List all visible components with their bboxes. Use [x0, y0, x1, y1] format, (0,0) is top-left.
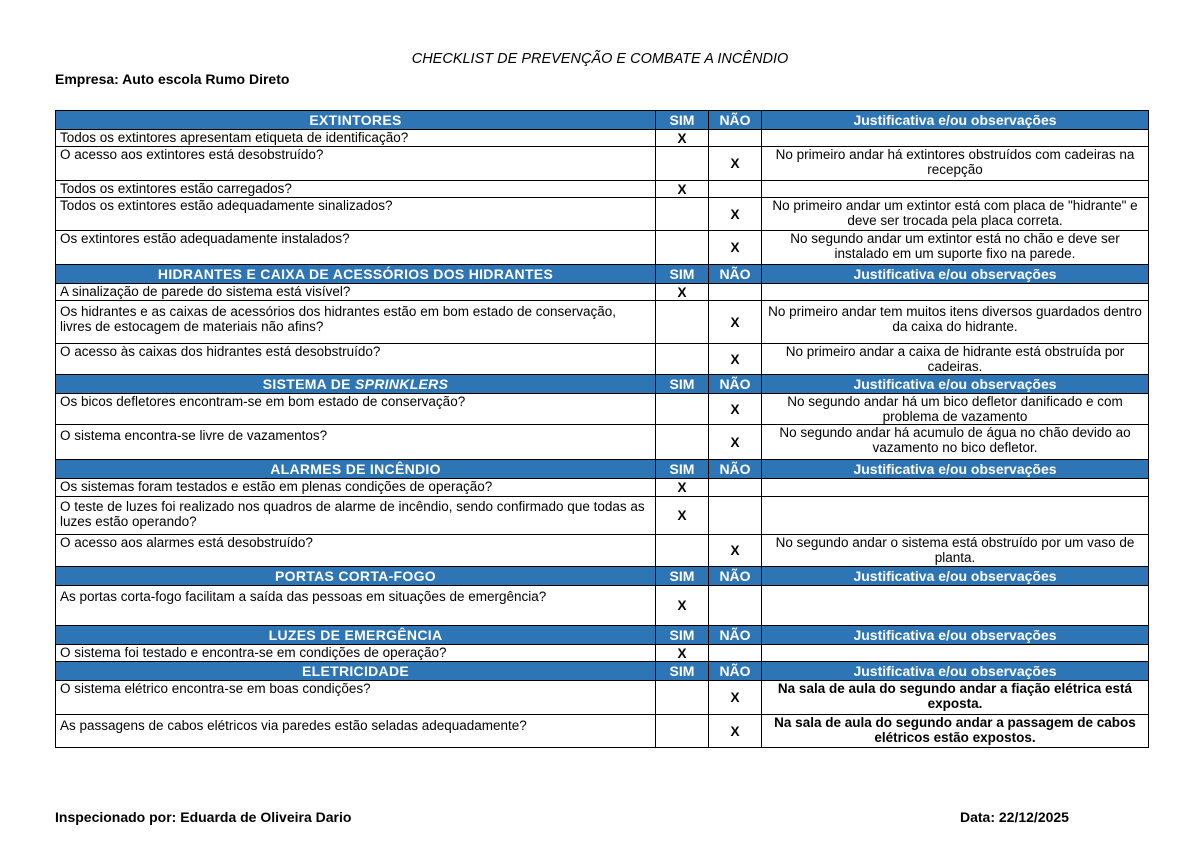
col-nao-header: NÃO: [709, 626, 762, 645]
sim-mark: [656, 535, 709, 567]
question: O teste de luzes foi realizado nos quadros de alarme de incêndio, sendo confirmado que todas as luzes estão operando?: [56, 497, 656, 535]
section-header-luzes: [56, 626, 1149, 645]
observation: No primeiro andar tem muitos itens diversos guardados dentro da caixa do hidrante.: [762, 301, 1149, 344]
nao-mark: X: [709, 681, 762, 715]
section-title: EXTINTORES: [56, 111, 656, 130]
question: Todos os extintores estão carregados?: [56, 181, 656, 198]
observation: [762, 497, 1149, 535]
question: O sistema encontra-se livre de vazamentos?: [56, 425, 656, 460]
col-obs-header: Justificativa e/ou observações: [762, 662, 1149, 681]
table-row: [56, 425, 1149, 460]
table-row: [56, 586, 1149, 626]
col-nao-header: NÃO: [709, 375, 762, 394]
nao-mark: X: [709, 425, 762, 460]
section-title: PORTAS CORTA-FOGO: [56, 567, 656, 586]
observation: No segundo andar um extintor está no chão e deve ser instalado em um suporte fixo na parede.: [762, 231, 1149, 265]
col-obs-header: Justificativa e/ou observações: [762, 375, 1149, 394]
col-sim-header: SIM: [656, 626, 709, 645]
question: O acesso às caixas dos hidrantes está desobstruído?: [56, 344, 656, 375]
table-row: [56, 645, 1149, 662]
observation: [762, 479, 1149, 497]
sim-mark: [656, 344, 709, 375]
section-title: HIDRANTES E CAIXA DE ACESSÓRIOS DOS HIDRANTES: [56, 265, 656, 284]
question: As portas corta-fogo facilitam a saída das pessoas em situações de emergência?: [56, 586, 656, 626]
table-row: [56, 130, 1149, 147]
col-nao-header: NÃO: [709, 460, 762, 479]
section-header-alarmes: [56, 460, 1149, 479]
question: Todos os extintores apresentam etiqueta de identificação?: [56, 130, 656, 147]
observation: No primeiro andar a caixa de hidrante está obstruída por cadeiras.: [762, 344, 1149, 375]
nao-mark: X: [709, 394, 762, 425]
col-obs-header: Justificativa e/ou observações: [762, 567, 1149, 586]
col-obs-header: Justificativa e/ou observações: [762, 460, 1149, 479]
sim-mark: [656, 715, 709, 748]
question: As passagens de cabos elétricos via paredes estão seladas adequadamente?: [56, 715, 656, 748]
inspector-name: Inspecionado por: Eduarda de Oliveira Dario: [55, 809, 352, 825]
col-sim-header: SIM: [656, 460, 709, 479]
col-obs-header: Justificativa e/ou observações: [762, 265, 1149, 284]
section-header-sprinklers: [56, 375, 1149, 394]
table-row: [56, 284, 1149, 301]
observation: Na sala de aula do segundo andar a fiação elétrica está exposta.: [762, 681, 1149, 715]
section-title-prefix: SISTEMA DE: [262, 376, 355, 392]
question: Todos os extintores estão adequadamente sinalizados?: [56, 198, 656, 231]
sim-mark: X: [656, 645, 709, 662]
sim-mark: [656, 394, 709, 425]
table-row: [56, 535, 1149, 567]
table-row: [56, 715, 1149, 748]
table-row: [56, 681, 1149, 715]
question: Os sistemas foram testados e estão em plenas condições de operação?: [56, 479, 656, 497]
sim-mark: [656, 301, 709, 344]
observation: No primeiro andar um extintor está com placa de "hidrante" e deve ser trocada pela placa correta.: [762, 198, 1149, 231]
sim-mark: X: [656, 130, 709, 147]
sim-mark: X: [656, 181, 709, 198]
observation: No segundo andar o sistema está obstruído por um vaso de planta.: [762, 535, 1149, 567]
checklist-table: [55, 110, 1149, 748]
table-row: [56, 479, 1149, 497]
sim-mark: X: [656, 284, 709, 301]
nao-mark: X: [709, 344, 762, 375]
document-title: CHECKLIST DE PREVENÇÃO E COMBATE A INCÊNDIO: [411, 51, 789, 67]
section-header-eletricidade: [56, 662, 1149, 681]
table-row: [56, 497, 1149, 535]
question: O sistema foi testado e encontra-se em condições de operação?: [56, 645, 656, 662]
nao-mark: [709, 130, 762, 147]
table-row: [56, 231, 1149, 265]
nao-mark: [709, 586, 762, 626]
nao-mark: X: [709, 198, 762, 231]
section-header-hidrantes: [56, 265, 1149, 284]
company-name: Empresa: Auto escola Rumo Direto: [55, 71, 290, 87]
col-nao-header: NÃO: [709, 662, 762, 681]
question: Os hidrantes e as caixas de acessórios dos hidrantes estão em bom estado de conservação, livres de estocagem de materiais não afins?: [56, 301, 656, 344]
observation: [762, 645, 1149, 662]
observation: [762, 130, 1149, 147]
nao-mark: X: [709, 535, 762, 567]
question: Os bicos defletores encontram-se em bom estado de conservação?: [56, 394, 656, 425]
question: A sinalização de parede do sistema está visível?: [56, 284, 656, 301]
col-sim-header: SIM: [656, 662, 709, 681]
table-row: [56, 344, 1149, 375]
table-row: [56, 301, 1149, 344]
observation: No segundo andar há acumulo de água no chão devido ao vazamento no bico defletor.: [762, 425, 1149, 460]
nao-mark: X: [709, 301, 762, 344]
section-header-portas: [56, 567, 1149, 586]
col-nao-header: NÃO: [709, 567, 762, 586]
sim-mark: X: [656, 586, 709, 626]
sim-mark: X: [656, 497, 709, 535]
table-row: [56, 181, 1149, 198]
col-obs-header: Justificativa e/ou observações: [762, 111, 1149, 130]
observation: [762, 284, 1149, 301]
sim-mark: [656, 681, 709, 715]
sim-mark: [656, 147, 709, 181]
observation: Na sala de aula do segundo andar a passagem de cabos elétricos estão expostos.: [762, 715, 1149, 748]
section-title: ELETRICIDADE: [56, 662, 656, 681]
observation: No segundo andar há um bico defletor danificado e com problema de vazamento: [762, 394, 1149, 425]
nao-mark: X: [709, 715, 762, 748]
section-title: LUZES DE EMERGÊNCIA: [56, 626, 656, 645]
col-obs-header: Justificativa e/ou observações: [762, 626, 1149, 645]
col-nao-header: NÃO: [709, 111, 762, 130]
sim-mark: X: [656, 479, 709, 497]
section-title: ALARMES DE INCÊNDIO: [56, 460, 656, 479]
inspection-date: Data: 22/12/2025: [960, 809, 1069, 825]
nao-mark: [709, 497, 762, 535]
col-sim-header: SIM: [656, 111, 709, 130]
question: O sistema elétrico encontra-se em boas condições?: [56, 681, 656, 715]
nao-mark: [709, 284, 762, 301]
col-sim-header: SIM: [656, 375, 709, 394]
col-sim-header: SIM: [656, 567, 709, 586]
section-title: [56, 375, 656, 394]
question: O acesso aos extintores está desobstruído?: [56, 147, 656, 181]
table-row: [56, 394, 1149, 425]
question: O acesso aos alarmes está desobstruído?: [56, 535, 656, 567]
question: Os extintores estão adequadamente instalados?: [56, 231, 656, 265]
sim-mark: [656, 198, 709, 231]
col-nao-header: NÃO: [709, 265, 762, 284]
observation: [762, 181, 1149, 198]
table-row: [56, 198, 1149, 231]
col-sim-header: SIM: [656, 265, 709, 284]
nao-mark: [709, 479, 762, 497]
nao-mark: [709, 645, 762, 662]
nao-mark: [709, 181, 762, 198]
observation: [762, 586, 1149, 626]
section-header-extintores: [56, 111, 1149, 130]
nao-mark: X: [709, 147, 762, 181]
nao-mark: X: [709, 231, 762, 265]
section-title-emphasis: SPRINKLERS: [355, 376, 449, 392]
sim-mark: [656, 425, 709, 460]
table-row: [56, 147, 1149, 181]
observation: No primeiro andar há extintores obstruídos com cadeiras na recepção: [762, 147, 1149, 181]
sim-mark: [656, 231, 709, 265]
